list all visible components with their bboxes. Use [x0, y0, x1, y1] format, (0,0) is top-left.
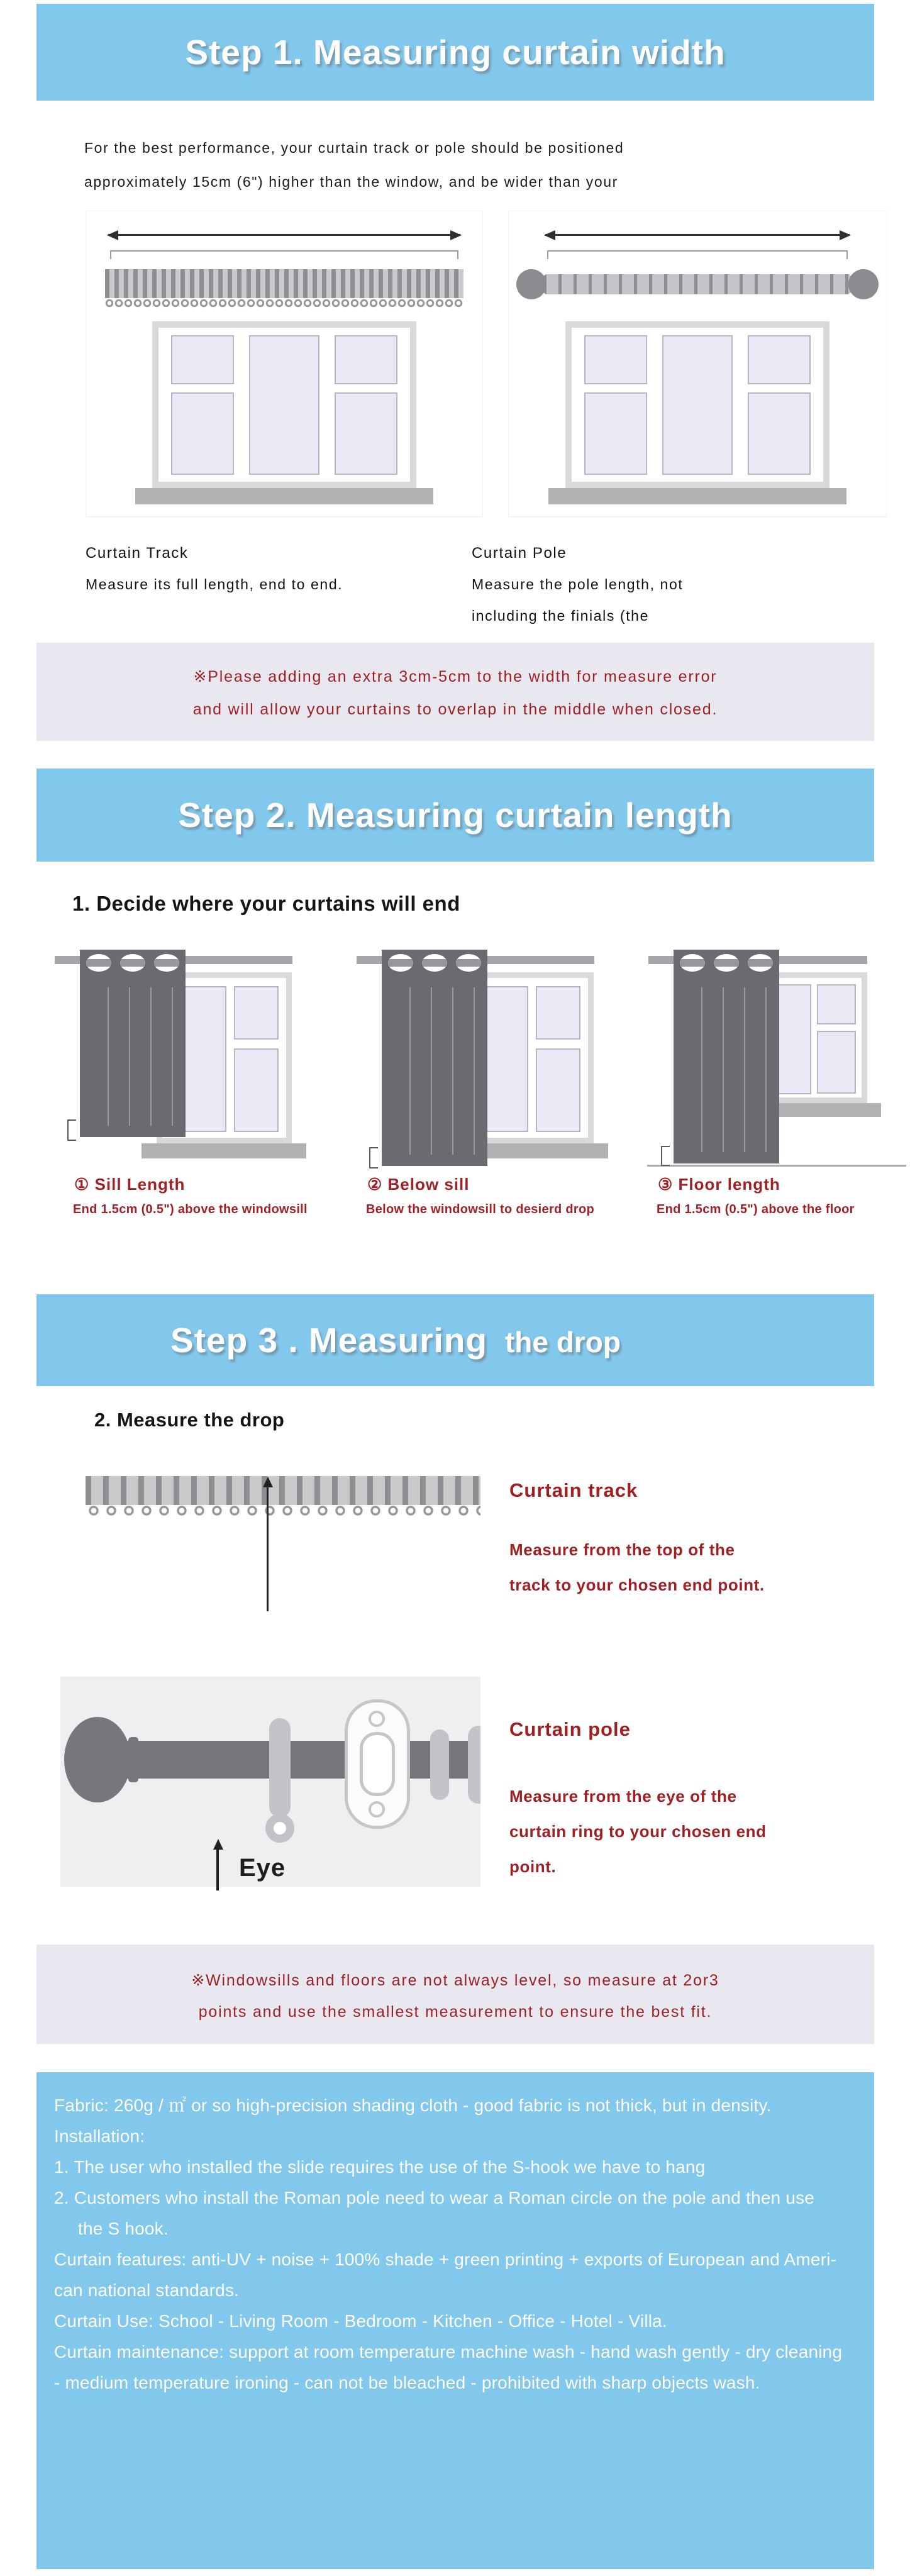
ring-eye-icon	[265, 1814, 294, 1843]
width-measure-note	[36, 643, 874, 741]
step3-heading: 2. Measure the drop	[94, 1409, 285, 1431]
up-arrow-icon	[216, 1849, 219, 1890]
sill-length-desc: End 1.5cm (0.5") above the windowsill	[73, 1202, 308, 1216]
curtain-pole-illustration	[543, 274, 852, 294]
window-pane	[536, 986, 580, 1040]
window-pane	[335, 335, 397, 384]
info-fabric: Fabric: 260g / ㎡ or so high-precision shading cloth - good fabric is not thick, but in density.	[54, 2096, 772, 2115]
note1-line-2: and will allow your curtains to overlap in the middle when closed.	[192, 701, 718, 718]
step3-banner-title: Step 3 . Measuring	[170, 1321, 487, 1360]
window-pane	[817, 1031, 855, 1094]
track-drop-line-2: track to your chosen end point.	[509, 1575, 765, 1594]
sill-length-illustration	[62, 948, 296, 1170]
info-maintenance-2: - medium temperature ironing - can not be bleached - prohibited with sharp objects wash.	[54, 2373, 760, 2392]
info-install-1: 1. The user who installed the slide requires the use of the S-hook we have to hang	[54, 2157, 706, 2177]
measure-end-bracket	[369, 1147, 378, 1169]
window-pane	[748, 335, 811, 384]
pole-drop-line-1: Measure from the eye of the	[509, 1787, 737, 1806]
window-pane	[234, 1048, 279, 1133]
window-pane	[662, 335, 733, 475]
grommet-icon	[748, 954, 773, 972]
curtain-illustration	[674, 950, 779, 1163]
measure-extent-line	[547, 250, 848, 259]
info-install-2b: the S hook.	[78, 2219, 169, 2238]
pole-finial-right	[848, 269, 879, 299]
info-maintenance: Curtain maintenance: support at room temperature machine wash - hand wash gently - dry cleaning	[54, 2342, 843, 2362]
note1-line-1: ※Please adding an extra 3cm-5cm to the width for measure error	[193, 668, 718, 686]
window-pane	[536, 1048, 580, 1133]
measure-end-bracket	[661, 1146, 670, 1166]
pole-drop-line-2: curtain ring to your chosen end	[509, 1822, 767, 1841]
track-hooks-illustration	[86, 1505, 480, 1518]
step2-banner-title: Step 2. Measuring curtain length	[178, 796, 733, 835]
pole-caption-title: Curtain Pole	[472, 545, 567, 562]
below-sill-desc: Below the windowsill to desierd drop	[366, 1202, 595, 1216]
window-illustration	[565, 321, 830, 488]
window-pane	[171, 392, 234, 475]
curtain-ring	[269, 1718, 291, 1818]
level-measure-note	[36, 1945, 874, 2044]
window-pane	[171, 335, 234, 384]
up-arrow-icon	[267, 1487, 269, 1611]
track-caption-title: Curtain Track	[86, 545, 189, 562]
screw-icon	[369, 1801, 385, 1818]
track-drop-line-1: Measure from the top of the	[509, 1540, 735, 1559]
sill-length-title: ① Sill Length	[74, 1175, 186, 1194]
track-hooks-illustration	[105, 298, 463, 309]
windowsill-illustration	[141, 1143, 306, 1158]
info-install-2: 2. Customers who install the Roman pole need to wear a Roman circle on the pole and then use	[54, 2188, 815, 2207]
grommet-icon	[456, 954, 481, 972]
curtain-track-illustration	[105, 269, 463, 298]
grommet-icon	[422, 954, 447, 972]
pole-drop-line-3: point.	[509, 1857, 557, 1876]
note2-line-2: points and use the smallest measurement to ensure the best fit.	[198, 2003, 713, 2021]
product-info-block	[36, 2072, 874, 2569]
info-features-2: can national standards.	[54, 2280, 240, 2300]
info-installation: Installation:	[54, 2126, 145, 2146]
window-pane	[234, 986, 279, 1040]
curtain-pole-diagram-panel	[508, 211, 887, 517]
step1-banner	[36, 4, 874, 101]
window-pane	[584, 335, 647, 384]
wall-bracket-illustration	[345, 1699, 410, 1829]
intro-line-1: For the best performance, your curtain track or pole should be positioned	[84, 140, 624, 156]
grommet-icon	[154, 954, 179, 972]
step2-heading: 1. Decide where your curtains will end	[72, 892, 460, 915]
intro-paragraph	[84, 131, 624, 199]
curtain-illustration	[80, 950, 186, 1137]
eye-label: Eye	[239, 1854, 286, 1882]
grommet-icon	[714, 954, 739, 972]
windowsill-illustration	[135, 488, 433, 504]
screw-icon	[369, 1711, 385, 1727]
grommet-icon	[388, 954, 413, 972]
below-sill-illustration	[364, 948, 598, 1170]
grommet-icon	[120, 954, 145, 972]
pole-caption-body-1: Measure the pole length, not	[472, 576, 684, 592]
window-pane	[335, 392, 397, 475]
window-illustration	[152, 321, 416, 488]
track-drop-title: Curtain track	[509, 1479, 638, 1501]
curtain-track-illustration	[86, 1476, 480, 1505]
floor-line	[647, 1165, 906, 1167]
intro-line-2: approximately 15cm (6") higher than the window, and be wider than your	[84, 174, 618, 190]
measure-end-bracket	[67, 1119, 76, 1141]
double-arrow-icon	[545, 234, 850, 236]
double-arrow-icon	[108, 234, 460, 236]
pole-caption-body-2: including the finials (the	[472, 608, 649, 624]
floor-length-illustration	[656, 948, 890, 1170]
info-use: Curtain Use: School - Living Room - Bedroom - Kitchen - Office - Hotel - Villa.	[54, 2311, 667, 2331]
floor-length-desc: End 1.5cm (0.5") above the floor	[657, 1202, 855, 1216]
pole-drop-title: Curtain pole	[509, 1718, 631, 1740]
curtain-ring	[468, 1726, 480, 1804]
curtain-ring	[430, 1729, 449, 1800]
below-sill-title: ② Below sill	[367, 1175, 470, 1194]
step3-banner-subtitle: the drop	[504, 1326, 621, 1358]
window-pane	[748, 392, 811, 475]
curtain-illustration	[382, 950, 487, 1166]
note2-line-1: ※Windowsills and floors are not always level, so measure at 2or3	[191, 1972, 719, 1989]
grommet-icon	[86, 954, 111, 972]
curtain-track-diagram-panel	[86, 211, 483, 517]
pole-finial-left	[516, 269, 547, 299]
window-pane	[584, 392, 647, 475]
grommet-icon	[680, 954, 705, 972]
floor-length-title: ③ Floor length	[658, 1175, 780, 1194]
window-pane	[249, 335, 319, 475]
step1-banner-title: Step 1. Measuring curtain width	[185, 33, 726, 72]
pole-collar	[128, 1737, 138, 1782]
info-features: Curtain features: anti-UV + noise + 100% shade + green printing + exports of European and Ameri-	[54, 2250, 837, 2269]
measure-extent-line	[110, 250, 458, 259]
windowsill-illustration	[548, 488, 846, 504]
window-pane	[817, 984, 855, 1025]
step2-banner	[36, 769, 874, 862]
track-caption-body: Measure its full length, end to end.	[86, 576, 343, 592]
pole-finial	[64, 1717, 131, 1802]
step3-banner	[36, 1294, 874, 1386]
